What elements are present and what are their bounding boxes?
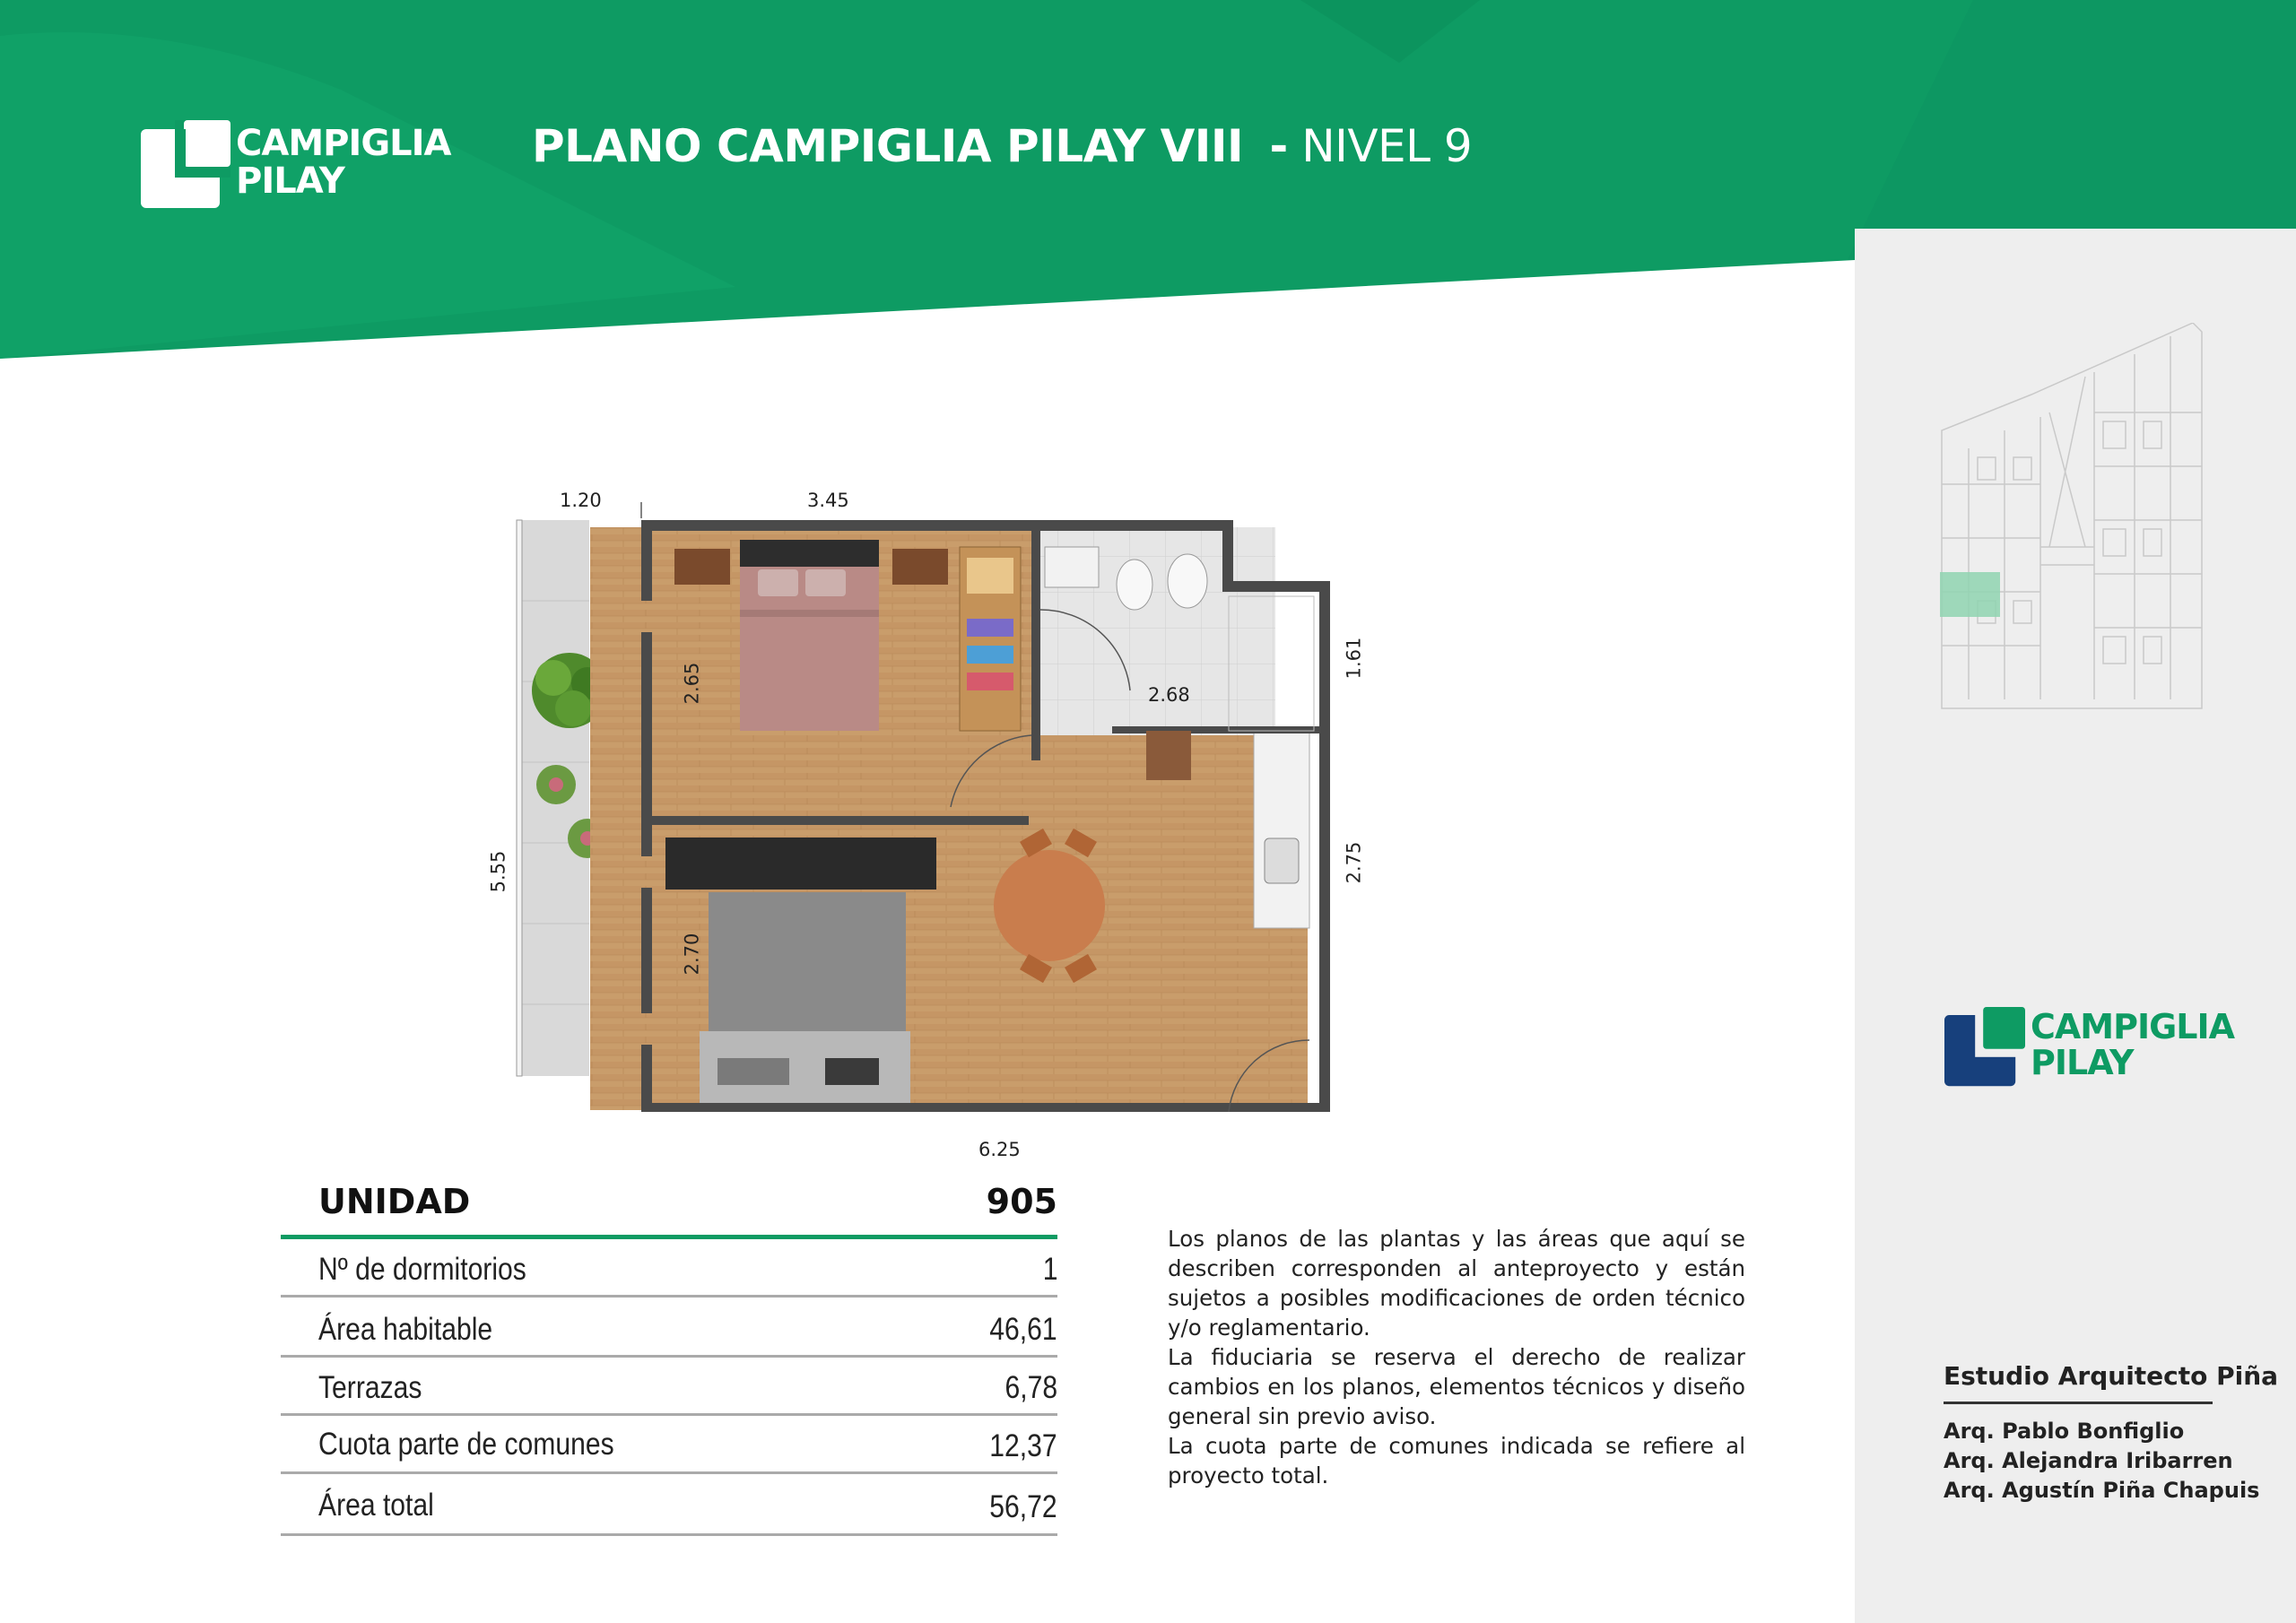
- row-value: 56,72: [989, 1489, 1057, 1524]
- table-row: [281, 1484, 1057, 1540]
- dim-bath-width: 2.68: [1148, 684, 1190, 706]
- architect-1: Arq. Pablo Bonfiglio: [1944, 1419, 2185, 1444]
- title-separator: -: [1269, 120, 1288, 172]
- disclaimer-p1: Los planos de las plantas y las áreas que aquí se describen corresponden al anteproyecto y están sujetos a posibles modificaciones de orden técnico y/o reglamentario.: [1168, 1226, 1745, 1341]
- table-row: [281, 1245, 1057, 1300]
- row-value: 6,78: [1004, 1370, 1057, 1405]
- row-value: 12,37: [989, 1428, 1057, 1463]
- title-main: PLANO CAMPIGLIA PILAY VIII: [532, 120, 1244, 172]
- row-label: Área total: [318, 1488, 434, 1523]
- site-plan-thumbnail: [1933, 323, 2220, 717]
- table-row: [281, 1423, 1057, 1479]
- table-row: [281, 1305, 1057, 1360]
- dim-total-height: 5.55: [487, 850, 509, 893]
- side-table: [1146, 731, 1191, 780]
- side-logo-line2: PILAY: [2031, 1043, 2134, 1082]
- table-header-rule: [281, 1235, 1057, 1239]
- side-logo-line1: CAMPIGLIA: [2031, 1007, 2235, 1046]
- campiglia-logo-icon: [1944, 1006, 2025, 1089]
- row-value: 46,61: [989, 1312, 1057, 1347]
- dim-total-width: 6.25: [978, 1139, 1021, 1160]
- logo-line1: CAMPIGLIA: [236, 123, 451, 164]
- sofa: [700, 1031, 910, 1103]
- row-value: 1: [1042, 1252, 1057, 1287]
- table-header: [281, 1182, 1057, 1227]
- wardrobe: [960, 547, 1021, 731]
- studio-divider: [1944, 1402, 2213, 1404]
- row-label: Área habitable: [318, 1312, 493, 1347]
- title-level: NIVEL 9: [1301, 120, 1473, 172]
- row-label: Cuota parte de comunes: [318, 1427, 614, 1462]
- architect-3: Arq. Agustín Piña Chapuis: [1944, 1478, 2260, 1503]
- dim-bath-height: 1.61: [1343, 637, 1365, 680]
- studio-block: [1944, 1361, 2279, 1506]
- disclaimer: [1168, 1224, 1745, 1490]
- table-header-value: 905: [986, 1182, 1057, 1221]
- row-label: Nº de dormitorios: [318, 1252, 526, 1287]
- dim-terrace-width: 1.20: [560, 490, 602, 511]
- tv-unit: [665, 838, 936, 890]
- table-row: [281, 1365, 1057, 1420]
- page-title: [532, 120, 1472, 172]
- architect-2: Arq. Alejandra Iribarren: [1944, 1448, 2233, 1473]
- row-label: Terrazas: [318, 1370, 422, 1405]
- dim-living-height: 2.70: [681, 933, 703, 976]
- dim-bedroom-height: 2.65: [681, 662, 703, 705]
- campiglia-logo-icon: [141, 120, 230, 210]
- disclaimer-p3: La cuota parte de comunes indicada se refiere al proyecto total.: [1168, 1433, 1745, 1488]
- terrace-rail: [517, 520, 522, 1076]
- studio-title: Estudio Arquitecto Piña: [1944, 1361, 2279, 1391]
- floor-plan: [448, 484, 1345, 1112]
- header-logo: [141, 120, 473, 210]
- plant-small-1: [536, 765, 576, 804]
- dim-kitchen-height: 2.75: [1343, 841, 1365, 884]
- logo-line2: PILAY: [236, 161, 344, 202]
- dim-bedroom-width: 3.45: [807, 490, 849, 511]
- disclaimer-p2: La fiduciaria se reserva el derecho de realizar cambios en los planos, elementos técnicos y diseño general sin previo aviso.: [1168, 1344, 1745, 1429]
- side-logo: [1944, 1006, 2267, 1089]
- table-header-label: UNIDAD: [318, 1182, 471, 1221]
